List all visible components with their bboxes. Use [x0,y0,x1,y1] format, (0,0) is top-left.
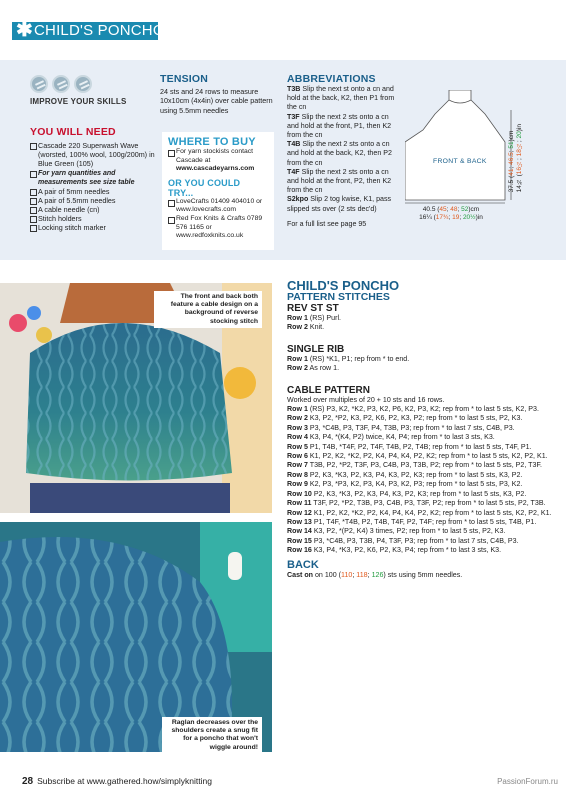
skills-label: IMPROVE YOUR SKILLS [30,97,127,106]
pattern-row: Row 4 K3, P4, *(K4, P2) twice, K4, P4; rep from * to last 3 sts, K3. [287,433,495,442]
asterisk-icon: ✱ [16,19,33,41]
list-item: Locking stitch marker [30,223,155,232]
tension-section [160,73,275,115]
abbreviations-title: ABBREVIATIONS [287,73,376,85]
single-rib-heading: SINGLE RIB [287,343,345,355]
photo-caption: The front and back both feature a cable design on a background of reverse stocking stitch [154,291,262,328]
cable-intro: Worked over multiples of 20 + 10 sts and 16 rows. [287,395,445,404]
pattern-row: Row 1 (RS) Purl. [287,314,341,322]
pattern-section [287,279,555,580]
lovecrafts-line: LoveCrafts 01409 404010 or www.lovecrafts.com [168,198,268,215]
poncho-shape [405,90,555,205]
pattern-row: Row 6 K1, P2, K2, *K2, P2, K4, P4, K4, P2, K2; rep from * to last 5 sts, K2, P2, K1. [287,452,548,461]
pattern-row: Row 8 P2, K3, *K3, P2, K3, P4, K3, P2, K3; rep from * to last 5 sts, K3, P2. [287,470,523,479]
rev-st-st-heading: REV ST ST [287,303,339,314]
pattern-row: Row 1 (RS) P3, K2, *K2, P3, K2, P6, K2, P3, K2; rep from * to last 5 sts, K2, P3. [287,405,539,414]
abbrev-item: T3B Slip the next st onto a cn and hold at the back, K2, then P1 from the cn [287,85,395,112]
front-back-label: FRONT & BACK [433,158,487,165]
abbrev-item: S2kpo Slip 2 tog kwise, K1, pass slipped sts over (2 sts dec'd) [287,195,392,213]
pattern-row: Row 9 K2, P3, *P3, K2, P3, K4, P3, K2, P3; rep from * to last 5 sts, P3, K2. [287,480,523,489]
size-diagram [405,90,555,225]
pattern-row: Row 3 P3, *C4B, P3, T3F, P4, T3B, P3; rep from * to last 7 sts, C4B, P3. [287,423,515,432]
or-you-could-try: OR YOU COULD TRY... [168,177,241,198]
yarn-ball-icon [30,75,48,93]
page-title: CHILD'S PONCHO [34,22,165,39]
pattern-title: CHILD'S PONCHO [287,278,400,293]
pattern-subtitle: PATTERN STITCHES [287,291,390,303]
abbrev-item: T3F Slip the next 2 sts onto a cn and hold at the front, P1, then K2 from the cn [287,112,392,140]
page-header [0,0,566,44]
yarn-ball-icon [74,75,92,93]
back-cast-on: Cast on on 100 (110; 118; 126) sts using 5mm needles. [287,570,463,579]
pattern-row: Row 16 K3, P4, *K3, P2, K6, P2, K3, P4; rep from * to last 3 sts, K3. [287,546,502,555]
poncho-back-photo [0,283,272,513]
width-measurement: 40.5 (45; 48; 52)cm 16¼ (17¾; 19; 20½)in [419,206,483,221]
pattern-row: Row 7 T3B, P2, *P2, T3F, P3, C4B, P3, T3B, P2; rep from * to last 5 sts, P2, T3F. [287,461,542,470]
materials-list [30,141,155,233]
cascade-link[interactable]: www.cascadeyarns.com [176,165,255,173]
abbrev-item: T4B Slip the next 2 sts onto a cn and hold at the back, K2, then P2 from the cn [287,140,392,167]
pattern-row: Row 5 P1, T4B, *T4F, P2, T4F, T4B, P2, T4B; rep from * to last 5 sts, T4F, P1. [287,442,532,451]
back-heading: BACK [287,558,319,571]
yarn-note: For yarn quantities and measurements see size table [30,169,155,187]
list-item: A pair of 5.5mm needles [30,196,155,205]
list-item: A pair of 5mm needles [30,187,155,196]
watermark: PassionForum.ru [497,777,558,786]
abbreviations [287,73,397,229]
yarn-ball-icon [52,75,70,93]
pattern-row: Row 2 Knit. [287,323,325,332]
tension-title: TENSION [160,73,209,85]
list-item: Stitch holders [30,214,155,223]
length-measurement: 37.5 (41; 46.5; 51)cm 14¾ (16¼; 18¼; 20)in [508,124,523,193]
poncho-shoulder-photo [0,522,272,752]
pattern-row: Row 13 P1, T4F, *T4B, P2, T4B, T4F, P2, T4F; rep from * to last 5 sts, T4B, P1. [287,517,537,526]
pattern-row: Row 1 (RS) *K1, P1; rep from * to end. [287,354,410,363]
where-to-buy [162,132,274,250]
where-to-buy-title: WHERE TO BUY [168,136,256,148]
page-footer [22,776,212,787]
pattern-row: Row 15 P3, *C4B, P3, T3B, P4, T3F, P3; rep from * to last 7 sts, C4B, P3. [287,536,519,545]
redfox-line: Red Fox Knits & Crafts 0789 576 1165 or www.redfoxknits.co.uk [168,215,268,241]
pattern-row: Row 2 K3, P2, *P2, K3, P2, K6, P2, K3, P2; rep from * to last 5 sts, P2, K3. [287,414,523,423]
photo-caption: Raglan decreases over the shoulders create a snug fit for a poncho that won't wiggle around! [162,717,262,752]
abbrev-item: T4F Slip the next 2 sts onto a cn and hold at the front, P2, then K2 from the cn [287,167,392,195]
stockist-line: For yarn stockists contact Cascade at www.cascadeyarns.com [168,148,268,174]
page-number: 28 [22,776,34,787]
you-will-need [30,126,155,233]
cable-pattern-heading: CABLE PATTERN [287,384,370,396]
subscribe-link[interactable]: Subscribe at www.gathered.how/simplyknitting [37,776,212,786]
list-item: Cascade 220 Superwash Wave (worsted, 100% wool, 100g/200m) in Blue Green (105) [30,141,155,169]
pattern-row: Row 11 T3F, P2, *P2, T3B, P3, C4B, P3, T3F, P2; rep from * to last 5 sts, P2, T3B. [287,499,546,508]
pattern-row: Row 2 As row 1. [287,364,340,373]
tension-text: 24 sts and 24 rows to measure 10x10cm (4x4in) over cable pattern using 5.5mm needles [160,87,273,115]
you-will-need-title: YOU WILL NEED [30,126,116,138]
pattern-row: Row 14 K3, P2, *(P2, K4) 3 times, P2; rep from * to last 5 sts, P2, K3. [287,527,506,536]
full-list-note: For a full list see page 95 [287,219,367,228]
pattern-row: Row 10 P2, K3, *K3, P2, K3, P4, K3, P2, K3; rep from * to last 5 sts, K3, P2. [287,489,527,498]
list-item: A cable needle (cn) [30,205,155,214]
pattern-row: Row 12 K1, P2, K2, *K2, P2, K4, P4, K4, P2, K2; rep from * to last 5 sts, K2, P2, K1. [287,508,552,517]
skills-badge [30,75,127,106]
